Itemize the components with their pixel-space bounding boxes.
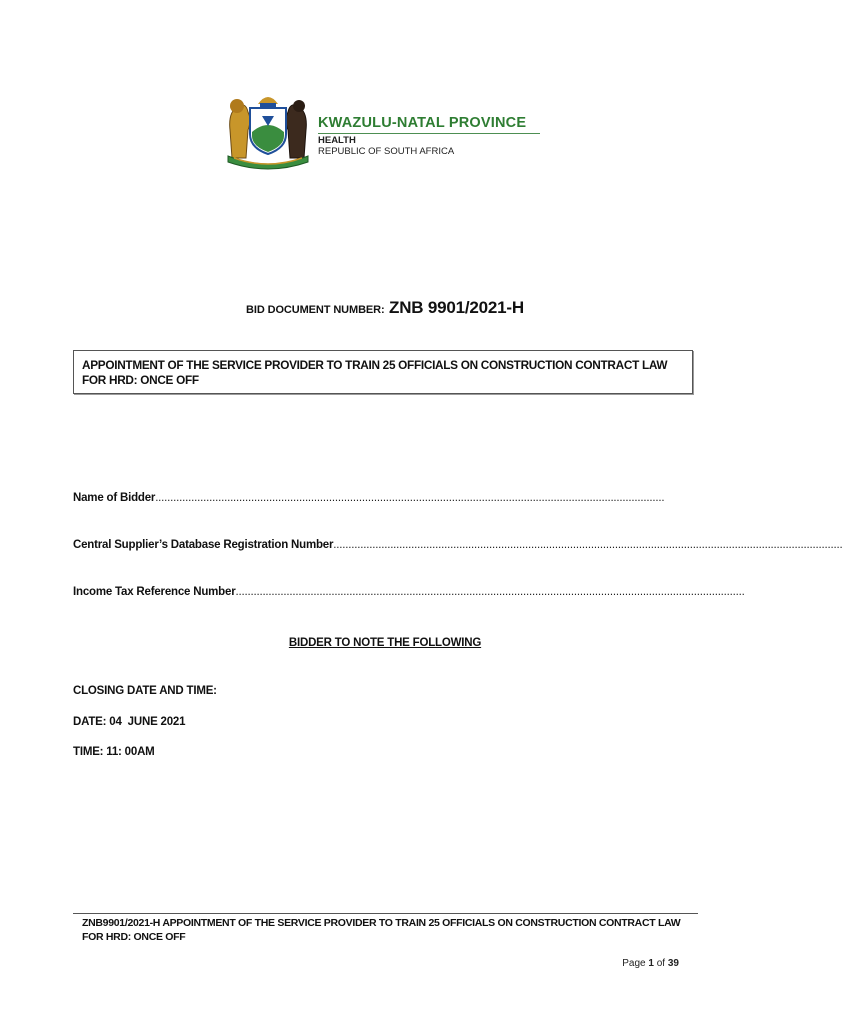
bid-title-box: APPOINTMENT OF THE SERVICE PROVIDER TO TRAIN 25 OFFICIALS ON CONSTRUCTION CONTRACT LAW FOR HRD: ONCE OFF (73, 350, 693, 394)
bid-number-value: ZNB 9901/2021-H (389, 298, 524, 317)
csd-registration-label: Central Supplier’s Database Registration Number (73, 539, 334, 551)
bid-number-label: BID DOCUMENT NUMBER: (246, 304, 385, 316)
province-name: KWAZULU-NATAL PROVINCE (318, 115, 527, 131)
csd-registration-blank: .......................................................................................................................................................................... (333, 539, 842, 551)
note-heading: BIDDER TO NOTE THE FOLLOWING (288, 637, 482, 649)
bidder-name-field (73, 492, 665, 504)
footer-divider (73, 913, 698, 914)
page-current: 1 (648, 958, 654, 969)
page-word: Page (622, 958, 646, 969)
csd-registration-field (73, 539, 842, 551)
department-name: HEALTH (318, 135, 356, 146)
closing-date-heading: CLOSING DATE AND TIME: (73, 685, 217, 697)
page-of: of (656, 958, 666, 969)
coat-of-arms-icon (222, 90, 314, 168)
page-number (560, 958, 679, 969)
logo-divider (318, 133, 540, 134)
bidder-name-blank: .......................................................................................................................................................................... (155, 492, 665, 504)
income-tax-blank: .......................................................................................................................................................................... (235, 586, 745, 598)
page-total: 39 (667, 958, 679, 969)
income-tax-label: Income Tax Reference Number (73, 586, 236, 598)
country-name: REPUBLIC OF SOUTH AFRICA (318, 146, 455, 157)
closing-time: TIME: 11: 00AM (73, 746, 155, 758)
income-tax-field (73, 586, 745, 598)
bidder-name-label: Name of Bidder (73, 492, 156, 504)
footer-text: ZNB9901/2021-H APPOINTMENT OF THE SERVICE PROVIDER TO TRAIN 25 OFFICIALS ON CONSTRUCTION CONTRACT LAW FOR HRD: ONCE OFF (82, 917, 681, 943)
closing-date: DATE: 04 JUNE 2021 (73, 716, 186, 728)
bid-document-number (0, 298, 770, 318)
